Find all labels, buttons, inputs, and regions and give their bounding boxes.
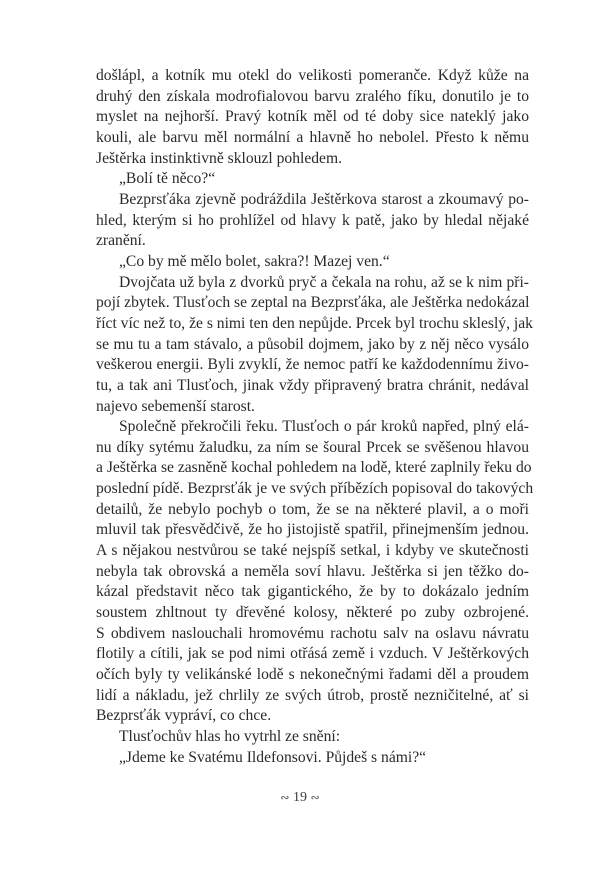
text-line: očích byly ty velikánské lodě s nekonečnými řadami děl a proudem [96,666,529,684]
text-line: A s nějakou nestvůrou se také nejspíš setkal, i kdyby ve skutečnosti [96,542,529,560]
text-line: „Jdeme ke Svatému Ildefonsovi. Půjdeš s námi?“ [119,748,427,766]
text-line: soustem zhltnout ty dřevěné kolosy, některé po zuby ozbrojené. [96,604,529,622]
text-line: říct víc než to, že s nimi ten den nepůjde. Prcek byl trochu skleslý, jak [96,314,533,332]
body-text [96,66,534,768]
text-line: Dvojčata už byla z dvorků pryč a čekala na rohu, až se k nim při- [119,273,529,291]
text-line: pojí zbytek. Tlusťoch se zeptal na Bezprsťáka, ale Ještěrka nedokázal [96,294,530,312]
text-line: flotily a cítili, jak se pod nimi otřásá země i vzduch. V Ještěrkových [96,645,529,663]
paragraph [96,252,529,273]
text-line: myslet na nejhorší. Pravý kotník měl od té doby sice nateklý jako [96,108,529,126]
text-line: „Co by mě mělo bolet, sakra?! Mazej ven.“ [119,252,390,270]
ornament-right-icon: ∾ [310,792,320,804]
text-line: Bezprsťáka zjevně podráždila Ještěrkova starost a zkoumavý po- [119,190,529,208]
text-line: druhý den získala modrofialovou barvu zralého fíku, donutilo je to [96,87,529,105]
paragraph [96,66,529,169]
paragraph [96,273,533,418]
page-number: 19 [293,790,307,805]
text-line: kázal představit něco tak gigantického, že by to dokázalo jedním [96,583,529,601]
text-line: detailů, že nebylo pochyb o tom, že se na některé plavil, a o moři [96,500,529,518]
text-line: Bezprsťák vypráví, co chce. [96,707,272,725]
text-line: a Ještěrka se zasněně kochal pohledem na lodě, které zaplnily řeku do [96,459,532,477]
paragraph [96,190,529,252]
text-line: kouli, ale barvu měl normální a hlavně ho nebolel. Přesto k němu [96,128,529,146]
text-line: najevo sebemenší starost. [96,397,255,415]
text-line: tu, a tak ani Tlusťoch, jinak vždy připravený bratra chránit, nedával [96,376,529,394]
paragraph [96,727,529,748]
text-line: Společně překročili řeku. Tlusťoch o pár kroků napřed, plný elá- [119,418,529,436]
paragraph [96,748,529,769]
text-line: Ještěrka instinktivně sklouzl pohledem. [96,149,342,167]
text-line: „Bolí tě něco?“ [119,170,216,188]
text-line: S obdivem naslouchali hromovému rachotu salv na oslavu návratu [96,624,529,642]
text-line: nu díky sytému žaludku, za ním se šoural Prcek se svěšenou hlavou [96,438,529,456]
text-line: došlápl, a kotník mu otekl do velikosti pomeranče. Když kůže na [96,67,529,84]
page-number-footer [0,790,600,806]
text-line: mluvil tak přesvědčivě, že ho jistojistě spatřil, přinejmenším jednou. [96,521,529,539]
text-line: poslední pídě. Bezprsťák je ve svých příbězích popisoval do takových [96,480,534,498]
text-line: veškerou energii. Byli zvyklí, že nemoc patří ke každodennímu živo- [96,356,529,374]
text-line: Tlusťochův hlas ho vytrhl ze snění: [119,728,341,745]
text-line: se mu tu a tam stávalo, a působil dojmem, jako by z něj něco vysálo [96,335,529,353]
paragraph [96,417,534,727]
text-line: nebyla tak obrovská a neměla soví hlavu. Ještěrka si jen těžko do- [96,562,529,580]
ornament-left-icon: ∾ [280,792,290,804]
text-line: hled, kterým si ho prohlížel od hlavy k patě, jako by hledal nějaké [96,211,529,229]
paragraph [96,169,529,190]
text-line: lidí a nákladu, jež chrlily ze svých útrob, prostě nezničitelné, ať si [96,686,529,704]
text-line: zranění. [96,232,146,250]
